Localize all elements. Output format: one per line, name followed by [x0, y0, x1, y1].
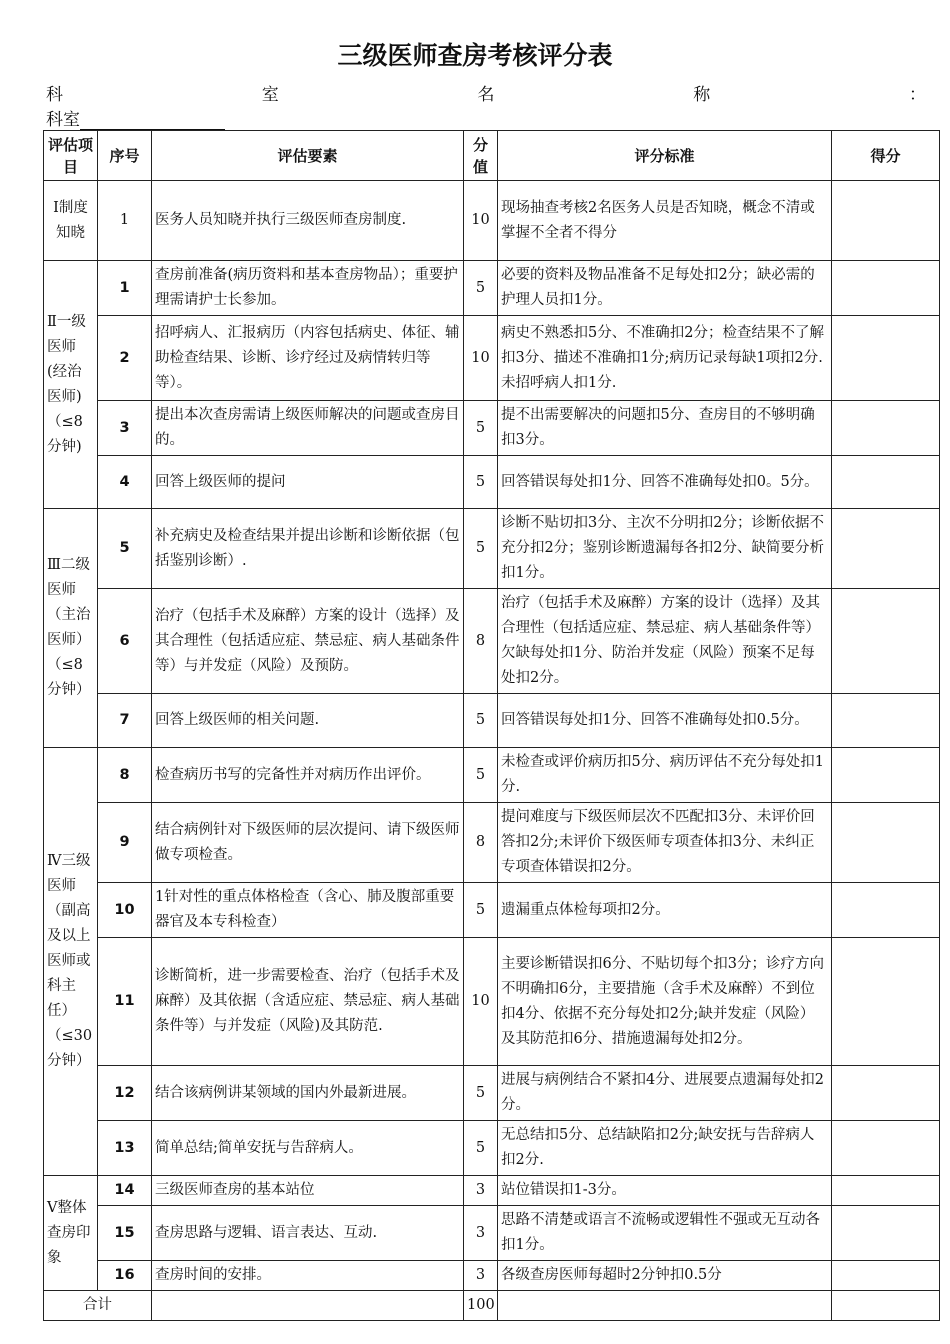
row-criteria: 提问难度与下级医师层次不匹配扣3分、未评价回答扣2分;未评价下级医师专项查体扣3分、未纠正专项查体错误扣2分。	[498, 803, 832, 883]
dept-char: 称	[693, 85, 711, 105]
row-element: 补充病史及检查结果并提出诊断和诊断依据（包括鉴别诊断）.	[152, 509, 464, 589]
score-input-cell[interactable]	[832, 1066, 940, 1121]
header-element: 评估要素	[152, 131, 464, 181]
table-row	[44, 694, 940, 748]
score-input-cell[interactable]	[832, 509, 940, 589]
header-score: 分值	[464, 131, 498, 181]
table-row	[44, 401, 940, 456]
table-row	[44, 1261, 940, 1291]
department-name-line	[46, 80, 926, 105]
row-no: 16	[98, 1261, 152, 1291]
score-input-cell[interactable]	[832, 883, 940, 938]
header-item: 评估项目	[44, 131, 98, 181]
row-no: 10	[98, 883, 152, 938]
row-element: 结合病例针对下级医师的层次提问、请下级医师做专项检查。	[152, 803, 464, 883]
row-element: 查房思路与逻辑、语言表达、互动.	[152, 1206, 464, 1261]
row-criteria: 遗漏重点体检每项扣2分。	[498, 883, 832, 938]
row-score: 5	[464, 748, 498, 803]
row-element: 三级医师查房的基本站位	[152, 1176, 464, 1206]
row-criteria: 诊断不贴切扣3分、主次不分明扣2分；诊断依据不充分扣2分；鉴别诊断遗漏每各扣2分、缺简要分析扣1分。	[498, 509, 832, 589]
row-element: 结合该病例讲某领域的国内外最新进展。	[152, 1066, 464, 1121]
row-no: 15	[98, 1206, 152, 1261]
row-no: 1	[98, 181, 152, 261]
category-cell: Ⅱ一级医师(经治医师)（≤8分钟)	[44, 261, 98, 509]
total-input-cell[interactable]	[832, 1291, 940, 1321]
dept-char: 室	[261, 85, 279, 105]
row-criteria: 进展与病例结合不紧扣4分、进展要点遗漏每处扣2分。	[498, 1066, 832, 1121]
row-element: 医务人员知晓并执行三级医师查房制度.	[152, 181, 464, 261]
row-criteria: 无总结扣5分、总结缺陷扣2分;缺安抚与告辞病人扣2分.	[498, 1121, 832, 1176]
dept-char: ：	[909, 85, 926, 105]
row-no: 12	[98, 1066, 152, 1121]
row-score: 5	[464, 694, 498, 748]
row-no: 13	[98, 1121, 152, 1176]
table-row	[44, 1206, 940, 1261]
row-score: 3	[464, 1261, 498, 1291]
dept-char: 科	[46, 85, 63, 105]
score-input-cell[interactable]	[832, 694, 940, 748]
row-score: 10	[464, 316, 498, 401]
department-label: 科室	[46, 110, 80, 130]
row-element: 治疗（包括手术及麻醉）方案的设计（选择）及其合理性（包括适应症、禁忌症、病人基础条件等）与并发症（风险）及预防。	[152, 589, 464, 694]
header-criteria: 评分标准	[498, 131, 832, 181]
row-score: 3	[464, 1206, 498, 1261]
table-row	[44, 883, 940, 938]
score-table	[43, 130, 940, 1321]
row-score: 8	[464, 589, 498, 694]
score-input-cell[interactable]	[832, 938, 940, 1066]
header-got: 得分	[832, 131, 940, 181]
category-cell: Ⅳ三级医师（副高及以上医师或科主任）（≤30分钟）	[44, 748, 98, 1176]
row-no: 14	[98, 1176, 152, 1206]
department-blank[interactable]	[80, 111, 225, 130]
header-row	[44, 131, 940, 181]
row-no: 4	[98, 456, 152, 509]
row-score: 5	[464, 456, 498, 509]
row-criteria: 现场抽查考核2名医务人员是否知晓，概念不清或掌握不全者不得分	[498, 181, 832, 261]
row-score: 5	[464, 1121, 498, 1176]
table-row	[44, 181, 940, 261]
row-element: 提出本次查房需请上级医师解决的问题或查房目的。	[152, 401, 464, 456]
row-score: 5	[464, 1066, 498, 1121]
table-row	[44, 938, 940, 1066]
row-no: 8	[98, 748, 152, 803]
row-element: 1针对性的重点体格检查（含心、肺及腹部重要器官及本专科检查）	[152, 883, 464, 938]
total-label: 合计	[44, 1291, 152, 1321]
row-no: 2	[98, 316, 152, 401]
row-no: 3	[98, 401, 152, 456]
row-score: 3	[464, 1176, 498, 1206]
score-input-cell[interactable]	[832, 261, 940, 316]
row-element: 查房时间的安排。	[152, 1261, 464, 1291]
row-criteria: 治疗（包括手术及麻醉）方案的设计（选择）及其合理性（包括适应症、禁忌症、病人基础条件等）欠缺每处扣1分、防治并发症（风险）预案不足每处扣2分。	[498, 589, 832, 694]
department-field	[46, 105, 225, 130]
row-no: 6	[98, 589, 152, 694]
score-input-cell[interactable]	[832, 589, 940, 694]
score-input-cell[interactable]	[832, 1121, 940, 1176]
score-input-cell[interactable]	[832, 181, 940, 261]
row-score: 8	[464, 803, 498, 883]
row-score: 10	[464, 181, 498, 261]
row-score: 5	[464, 883, 498, 938]
row-no: 1	[98, 261, 152, 316]
table-row	[44, 456, 940, 509]
score-input-cell[interactable]	[832, 1176, 940, 1206]
row-criteria: 提不出需要解决的问题扣5分、查房目的不够明确扣3分。	[498, 401, 832, 456]
table-row	[44, 1066, 940, 1121]
category-cell: Ⅴ整体查房印象	[44, 1176, 98, 1291]
header-no: 序号	[98, 131, 152, 181]
row-criteria: 必要的资料及物品准备不足每处扣2分；缺必需的护理人员扣1分。	[498, 261, 832, 316]
row-criteria: 站位错误扣1-3分。	[498, 1176, 832, 1206]
score-input-cell[interactable]	[832, 803, 940, 883]
table-row	[44, 748, 940, 803]
total-score: 100	[464, 1291, 498, 1321]
table-row	[44, 509, 940, 589]
row-criteria: 思路不清楚或语言不流畅或逻辑性不强或无互动各扣1分。	[498, 1206, 832, 1261]
row-score: 10	[464, 938, 498, 1066]
row-score: 5	[464, 509, 498, 589]
dept-char: 名	[477, 85, 495, 105]
score-input-cell[interactable]	[832, 1206, 940, 1261]
row-score: 5	[464, 401, 498, 456]
total-criteria	[498, 1291, 832, 1321]
score-input-cell[interactable]	[832, 401, 940, 456]
score-input-cell[interactable]	[832, 748, 940, 803]
row-element: 诊断简析，进一步需要检查、治疗（包括手术及麻醉）及其依据（含适应症、禁忌症、病人基础条件等）与并发症（风险)及其防范.	[152, 938, 464, 1066]
row-element: 简单总结;简单安抚与告辞病人。	[152, 1121, 464, 1176]
total-element	[152, 1291, 464, 1321]
score-input-cell[interactable]	[832, 1261, 940, 1291]
row-element: 招呼病人、汇报病历（内容包括病史、体征、辅助检查结果、诊断、诊疗经过及病情转归等等）。	[152, 316, 464, 401]
row-no: 9	[98, 803, 152, 883]
row-criteria: 病史不熟悉扣5分、不准确扣2分；检查结果不了解扣3分、描述不准确扣1分;病历记录每缺1项扣2分.未招呼病人扣1分.	[498, 316, 832, 401]
table-row	[44, 1176, 940, 1206]
row-criteria: 各级查房医师每超时2分钟扣0.5分	[498, 1261, 832, 1291]
category-cell: Ⅰ制度知晓	[44, 181, 98, 261]
category-cell: Ⅲ二级医师（主治医师）（≤8分钟）	[44, 509, 98, 748]
row-no: 7	[98, 694, 152, 748]
table-row	[44, 1121, 940, 1176]
total-row	[44, 1291, 940, 1321]
table-row	[44, 261, 940, 316]
row-no: 5	[98, 509, 152, 589]
page-title: 三级医师查房考核评分表	[337, 41, 613, 70]
row-criteria: 主要诊断错误扣6分、不贴切每个扣3分；诊疗方向不明确扣6分，主要措施（含手术及麻醉）不到位扣4分、依据不充分每处扣2分;缺并发症（风险）及其防范扣6分、措施遗漏每处扣2分。	[498, 938, 832, 1066]
row-criteria: 未检查或评价病历扣5分、病历评估不充分每处扣1分.	[498, 748, 832, 803]
score-input-cell[interactable]	[832, 456, 940, 509]
row-criteria: 回答错误每处扣1分、回答不准确每处扣0。5分。	[498, 456, 832, 509]
table-row	[44, 803, 940, 883]
row-element: 检查病历书写的完备性并对病历作出评价。	[152, 748, 464, 803]
table-row	[44, 316, 940, 401]
row-no: 11	[98, 938, 152, 1066]
table-row	[44, 589, 940, 694]
row-element: 查房前准备(病历资料和基本查房物品）；重要护理需请护士长参加。	[152, 261, 464, 316]
row-element: 回答上级医师的相关问题.	[152, 694, 464, 748]
row-element: 回答上级医师的提问	[152, 456, 464, 509]
row-score: 5	[464, 261, 498, 316]
score-input-cell[interactable]	[832, 316, 940, 401]
row-criteria: 回答错误每处扣1分、回答不准确每处扣0.5分。	[498, 694, 832, 748]
